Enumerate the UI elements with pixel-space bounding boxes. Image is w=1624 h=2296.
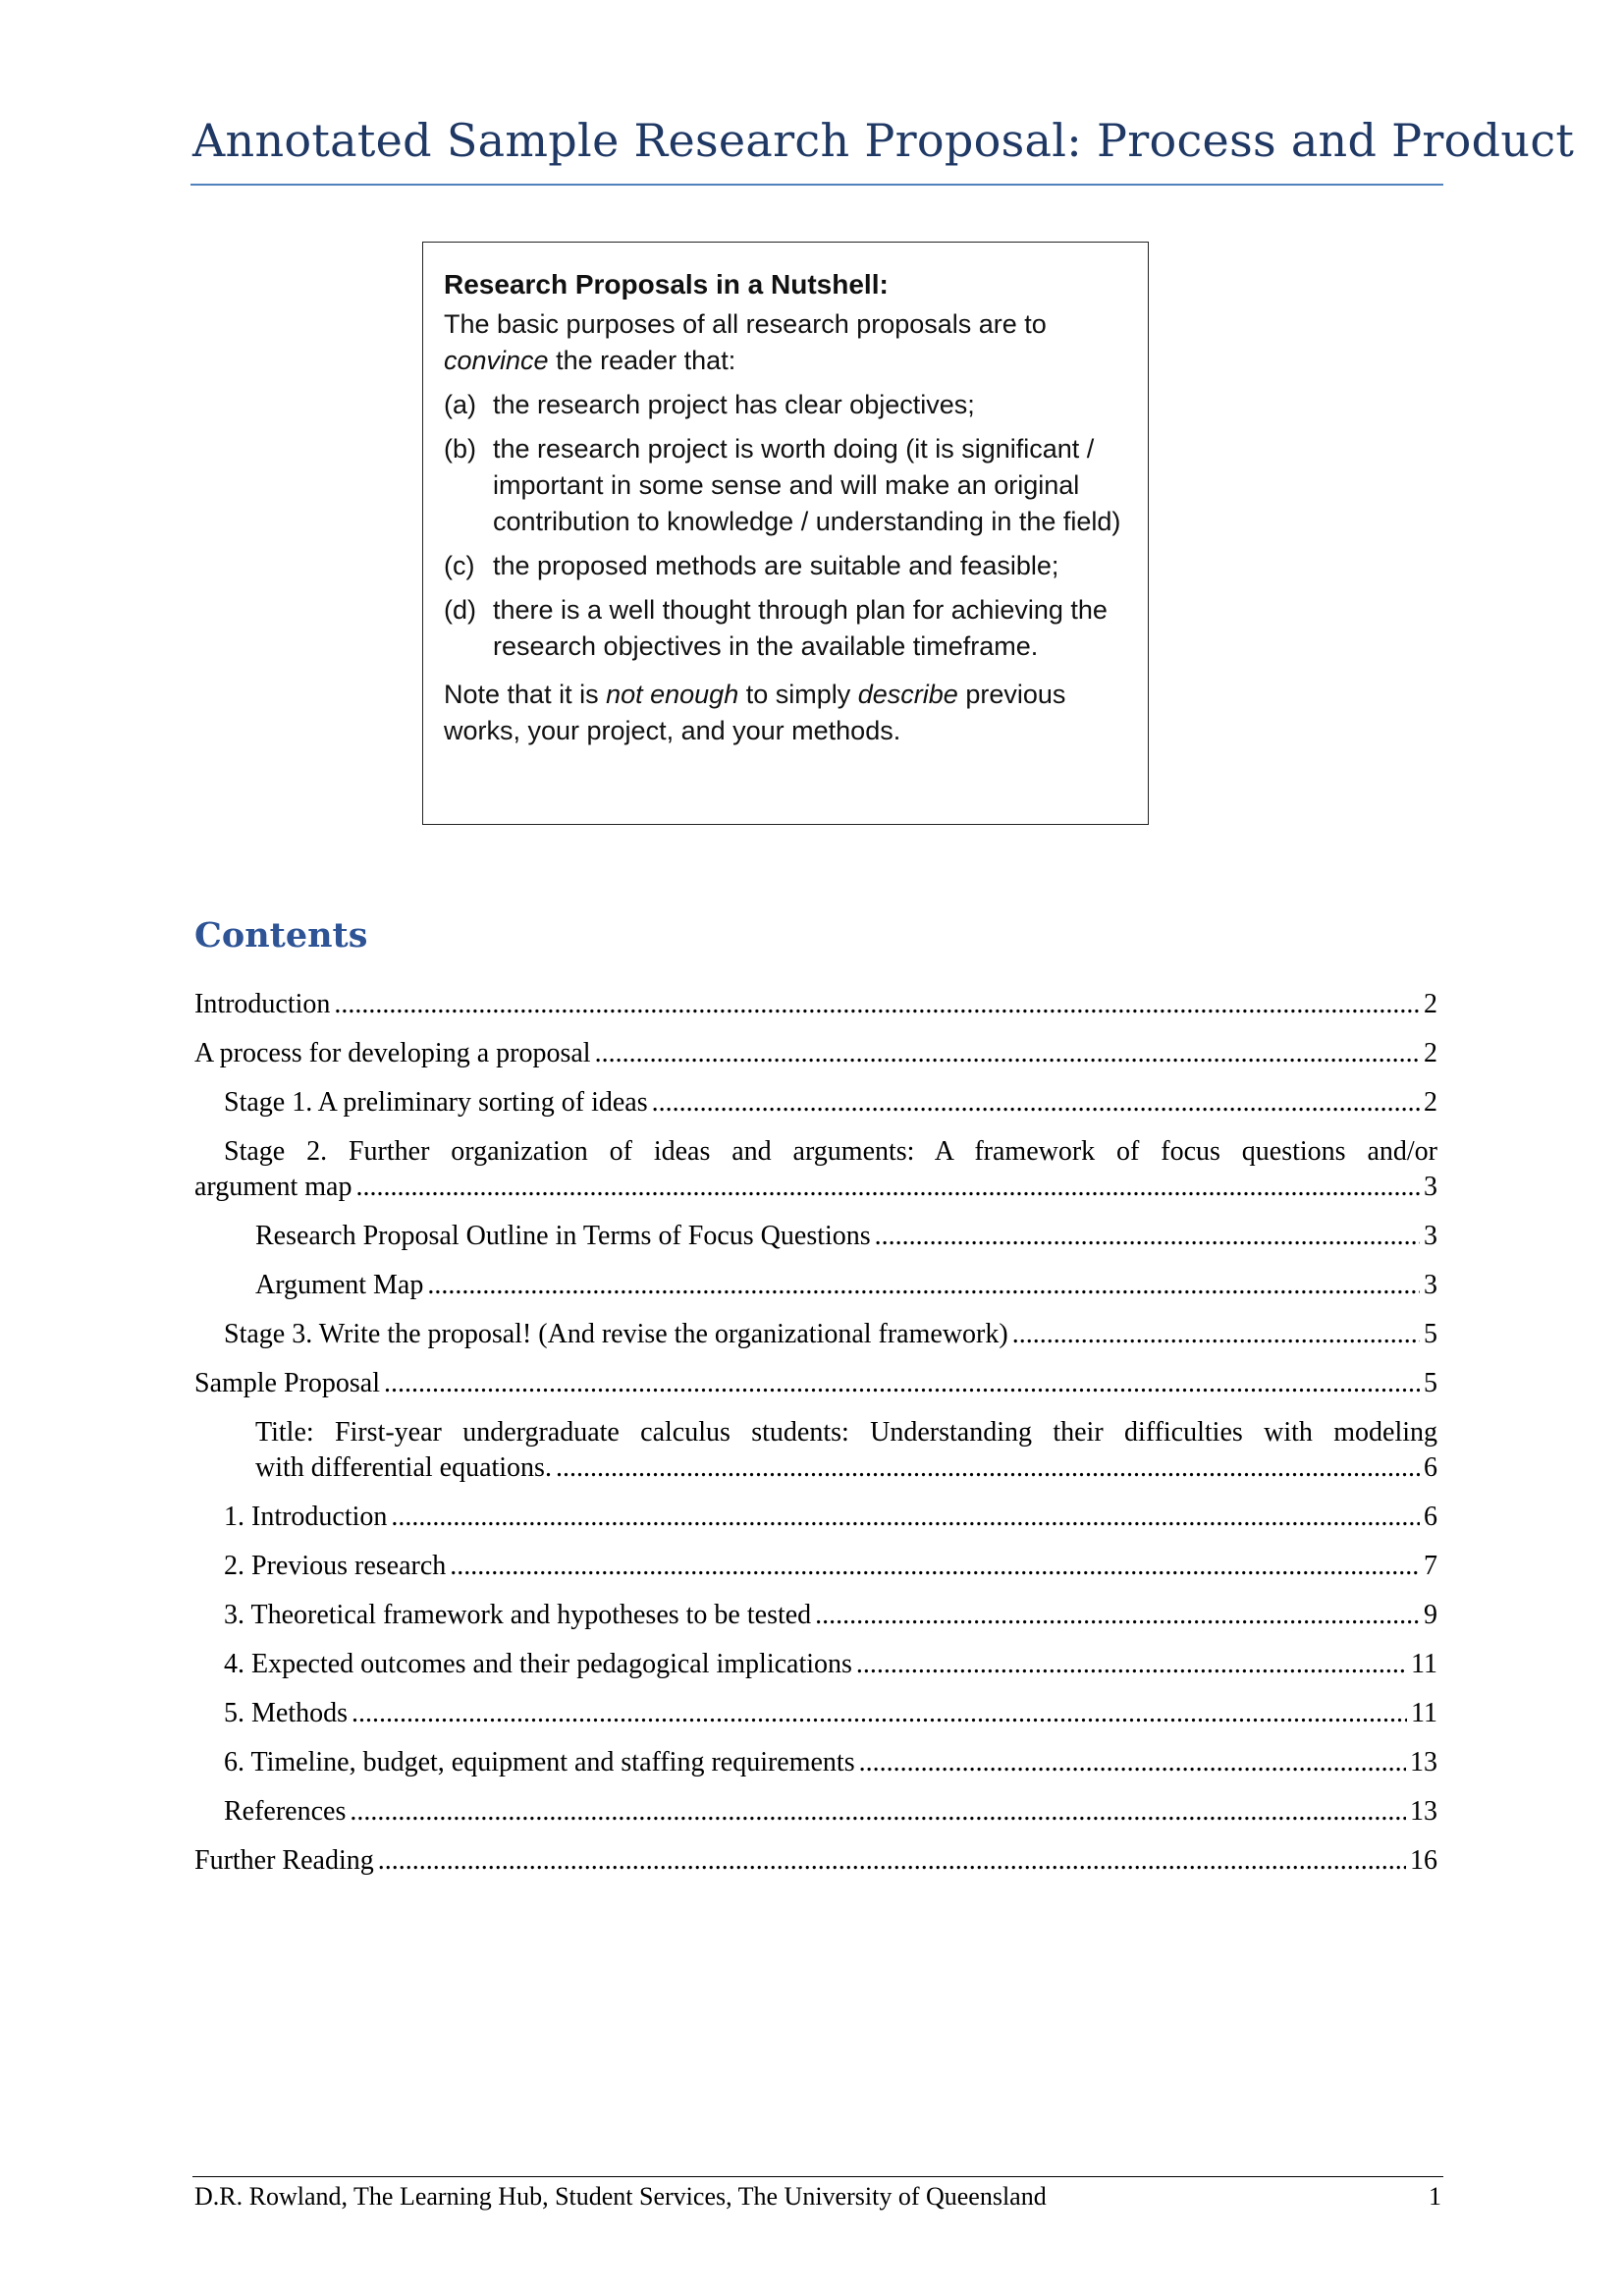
toc-entry-label: 5. Methods xyxy=(224,1698,348,1728)
nutshell-item-text: the research project is worth doing (it is significant / important in some sense and will make an original contribution to knowledge / understanding in the field) xyxy=(493,434,1121,536)
toc-entry-label: 3. Theoretical framework and hypotheses to be tested xyxy=(224,1600,812,1630)
toc-entry[interactable] xyxy=(194,1134,1437,1205)
toc-leader xyxy=(859,1745,1406,1780)
toc-entry-label: argument map xyxy=(194,1172,352,1202)
document-title: Annotated Sample Research Proposal: Process and Product xyxy=(192,114,1575,167)
toc-leader xyxy=(856,1647,1407,1682)
toc-page-number: 2 xyxy=(1424,1038,1437,1068)
nutshell-intro-tail: the reader that: xyxy=(548,346,736,375)
nutshell-note-text: to simply xyxy=(738,680,858,709)
toc-page-number: 11 xyxy=(1411,1698,1437,1728)
footer-rule xyxy=(192,2176,1443,2177)
toc-page-number: 9 xyxy=(1424,1600,1437,1630)
nutshell-box xyxy=(422,242,1149,825)
page-number: 1 xyxy=(1429,2182,1441,2211)
toc-entry-label-line1: Title: First-year undergraduate calculus students: Understanding their difficulties with modeling xyxy=(255,1417,1437,1448)
toc-entry[interactable] xyxy=(194,1500,1437,1535)
toc-page-number: 3 xyxy=(1424,1270,1437,1300)
nutshell-note-text: previous works, your project, and your methods. xyxy=(444,680,1066,745)
toc-entry[interactable] xyxy=(194,1268,1437,1303)
contents-heading: Contents xyxy=(194,915,368,956)
nutshell-intro-text: The basic purposes of all research proposals are to xyxy=(444,309,1047,339)
toc-leader xyxy=(378,1843,1406,1879)
toc-entry-label: 6. Timeline, budget, equipment and staffing requirements xyxy=(224,1747,855,1777)
toc-entry-label: Stage 1. A preliminary sorting of ideas xyxy=(224,1087,648,1118)
toc-page-number: 5 xyxy=(1424,1368,1437,1398)
toc-page-number: 2 xyxy=(1424,989,1437,1019)
nutshell-item-label: (b) xyxy=(444,434,476,464)
toc-leader xyxy=(595,1036,1420,1071)
toc-leader xyxy=(391,1500,1420,1535)
nutshell-item xyxy=(444,387,1126,423)
nutshell-intro-emphasis: convince xyxy=(444,346,549,375)
toc-leader xyxy=(355,1170,1420,1205)
toc-leader xyxy=(334,987,1420,1022)
toc-page-number: 3 xyxy=(1424,1221,1437,1251)
toc-page-number: 7 xyxy=(1424,1551,1437,1581)
toc-entry[interactable] xyxy=(194,1843,1437,1879)
toc-leader xyxy=(427,1268,1420,1303)
toc-page-number: 11 xyxy=(1411,1649,1437,1679)
toc-entry[interactable] xyxy=(194,1745,1437,1780)
toc-leader xyxy=(875,1219,1420,1254)
toc-page-number: 5 xyxy=(1424,1319,1437,1349)
toc-entry-label: Research Proposal Outline in Terms of Focus Questions xyxy=(255,1221,871,1251)
toc-leader xyxy=(350,1794,1406,1830)
toc-page-number: 13 xyxy=(1410,1747,1437,1777)
toc-entry[interactable] xyxy=(194,1794,1437,1830)
nutshell-note-emphasis: not enough xyxy=(606,680,739,709)
toc-entry-label: 1. Introduction xyxy=(224,1502,388,1532)
nutshell-item-label: (d) xyxy=(444,595,476,625)
toc-entry-label: References xyxy=(224,1796,347,1827)
toc-entry[interactable] xyxy=(194,1415,1437,1486)
toc-page-number: 16 xyxy=(1410,1845,1437,1876)
toc-entry-label: Further Reading xyxy=(194,1845,374,1876)
toc-entry[interactable] xyxy=(194,1598,1437,1633)
nutshell-item-text: the research project has clear objectives; xyxy=(493,390,975,419)
toc-leader xyxy=(450,1549,1420,1584)
toc-page-number: 13 xyxy=(1410,1796,1437,1827)
toc-entry-label: Argument Map xyxy=(255,1270,424,1300)
toc-entry[interactable] xyxy=(194,1549,1437,1584)
nutshell-item xyxy=(444,431,1126,540)
toc-entry-label: A process for developing a proposal xyxy=(194,1038,591,1068)
toc-entry-label: with differential equations. xyxy=(255,1452,552,1483)
toc-entry[interactable] xyxy=(194,1647,1437,1682)
nutshell-note xyxy=(444,677,1126,749)
nutshell-item-label: (c) xyxy=(444,551,475,580)
nutshell-item-text: there is a well thought through plan for achieving the research objectives in the available timeframe. xyxy=(493,595,1108,661)
toc-entry[interactable] xyxy=(194,987,1437,1022)
toc-page-number: 3 xyxy=(1424,1172,1437,1202)
footer-text: D.R. Rowland, The Learning Hub, Student Services, The University of Queensland xyxy=(194,2182,1047,2211)
nutshell-heading: Research Proposals in a Nutshell: xyxy=(444,269,889,300)
toc-leader xyxy=(352,1696,1407,1731)
title-underline xyxy=(190,184,1443,186)
nutshell-item-label: (a) xyxy=(444,390,476,419)
table-of-contents xyxy=(194,987,1437,1892)
toc-leader xyxy=(652,1085,1420,1121)
toc-entry[interactable] xyxy=(194,1219,1437,1254)
toc-leader xyxy=(384,1366,1420,1401)
toc-entry[interactable] xyxy=(194,1085,1437,1121)
toc-entry-label: Stage 3. Write the proposal! (And revise the organizational framework) xyxy=(224,1319,1008,1349)
toc-page-number: 2 xyxy=(1424,1087,1437,1118)
toc-entry-label-line1: Stage 2. Further organization of ideas and arguments: A framework of focus questions and/or xyxy=(224,1136,1437,1167)
nutshell-note-text: Note that it is xyxy=(444,680,607,709)
nutshell-item-text: the proposed methods are suitable and feasible; xyxy=(493,551,1059,580)
toc-entry-label: 2. Previous research xyxy=(224,1551,447,1581)
toc-entry[interactable] xyxy=(194,1317,1437,1352)
nutshell-item xyxy=(444,592,1126,665)
toc-entry[interactable] xyxy=(194,1036,1437,1071)
toc-leader xyxy=(556,1450,1420,1486)
nutshell-item xyxy=(444,548,1126,584)
toc-page-number: 6 xyxy=(1424,1502,1437,1532)
nutshell-intro xyxy=(444,306,1126,379)
nutshell-note-emphasis: describe xyxy=(857,680,958,709)
toc-entry-label: Sample Proposal xyxy=(194,1368,380,1398)
toc-leader xyxy=(1012,1317,1420,1352)
toc-entry[interactable] xyxy=(194,1696,1437,1731)
toc-leader xyxy=(815,1598,1420,1633)
toc-entry-label: 4. Expected outcomes and their pedagogical implications xyxy=(224,1649,852,1679)
toc-page-number: 6 xyxy=(1424,1452,1437,1483)
toc-entry-label: Introduction xyxy=(194,989,331,1019)
toc-entry[interactable] xyxy=(194,1366,1437,1401)
